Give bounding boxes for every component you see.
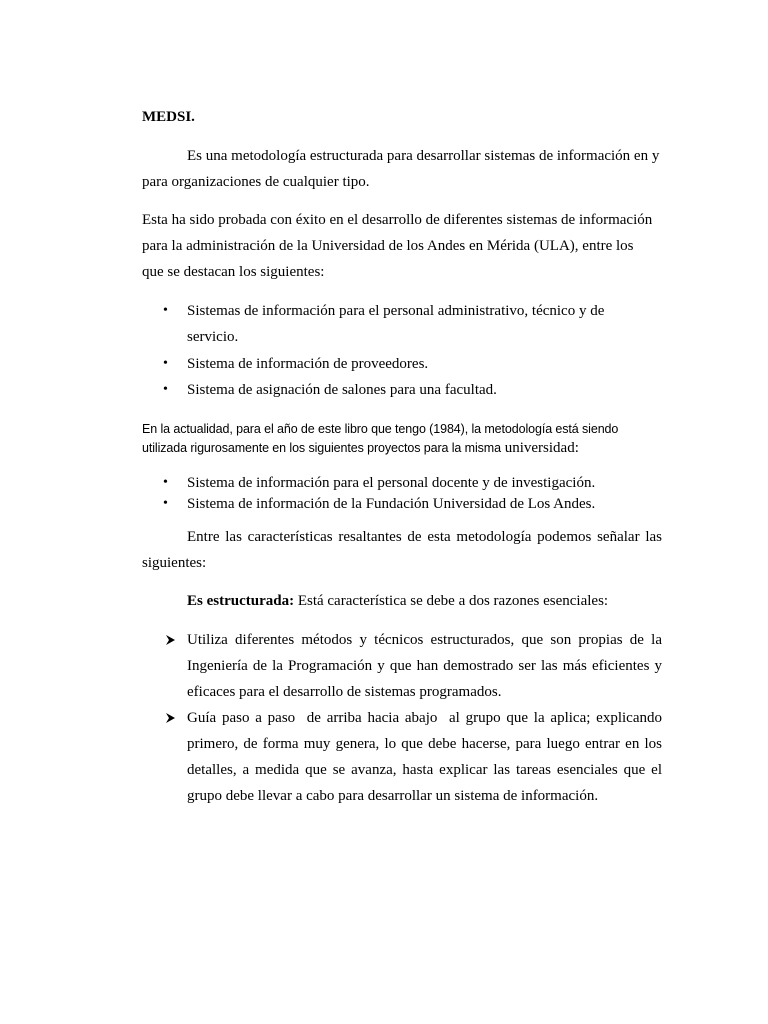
- paragraph-2-line-3: que se destacan los siguientes:: [142, 264, 325, 280]
- paragraph-3-line-2-sans: utilizada rigurosamente en los siguientes proyectos para la misma: [142, 441, 501, 455]
- bullet-icon: •: [163, 496, 168, 511]
- list-3-item-2-line-4: grupo debe llevar a cabo para desarrollar un sistema de información.: [187, 788, 599, 804]
- paragraph-2-line-2: para la administración de la Universidad de los Andes en Mérida (ULA), entre los: [142, 238, 634, 254]
- list-3-item-1-line-1: Utiliza diferentes métodos y técnicos estructurados, que son propias de la: [187, 632, 662, 648]
- bullet-icon: •: [163, 303, 168, 318]
- bullet-icon: •: [163, 382, 168, 397]
- paragraph-4-line-2: siguientes:: [142, 555, 207, 571]
- paragraph-3-line-2-serif: universidad:: [500, 440, 579, 456]
- bullet-icon: •: [163, 356, 168, 371]
- paragraph-5: [187, 592, 608, 610]
- bullet-icon: •: [163, 475, 168, 490]
- list-3-item-1-line-2: Ingeniería de la Programación y que han demostrado ser las más eficientes y: [187, 658, 662, 674]
- list-3-item-2-line-2: primero, de forma muy genera, lo que debe hacerse, para luego entrar en los: [187, 736, 662, 752]
- paragraph-5-bold-lead: Es estructurada:: [187, 593, 295, 609]
- list-1-item-2: Sistema de información de proveedores.: [187, 356, 429, 372]
- list-1-item-3: Sistema de asignación de salones para una facultad.: [187, 382, 497, 398]
- list-2-item-2: Sistema de información de la Fundación Universidad de Los Andes.: [187, 496, 596, 512]
- paragraph-5-text: Está característica se debe a dos razones esenciales:: [294, 593, 609, 609]
- paragraph-4-line-1: Entre las características resaltantes de esta metodología podemos señalar las: [187, 529, 662, 545]
- arrowhead-icon: [165, 709, 176, 727]
- paragraph-3-line-2: [142, 439, 579, 457]
- list-3-item-2-line-3: detalles, a medida que se avanza, hasta explicar las tareas esenciales que el: [187, 762, 662, 778]
- intro-line-2: para organizaciones de cualquier tipo.: [142, 174, 370, 190]
- list-2-item-1: Sistema de información para el personal docente y de investigación.: [187, 475, 596, 491]
- list-3-item-2-line-1: Guía paso a paso de arriba hacia abajo al grupo que la aplica; explicando: [187, 710, 662, 726]
- list-1-item-1-line-1: Sistemas de información para el personal administrativo, técnico y de: [187, 303, 605, 319]
- list-1-item-1-line-2: servicio.: [187, 329, 239, 345]
- list-3-item-1-line-3: eficaces para el desarrollo de sistemas programados.: [187, 684, 502, 700]
- arrowhead-icon: [165, 631, 176, 649]
- intro-line-1: Es una metodología estructurada para desarrollar sistemas de información en y: [187, 148, 660, 164]
- document-title: MEDSI.: [142, 109, 195, 125]
- paragraph-3-line-1: En la actualidad, para el año de este libro que tengo (1984), la metodología está siendo: [142, 422, 619, 436]
- paragraph-2-line-1: Esta ha sido probada con éxito en el desarrollo de diferentes sistemas de información: [142, 212, 653, 228]
